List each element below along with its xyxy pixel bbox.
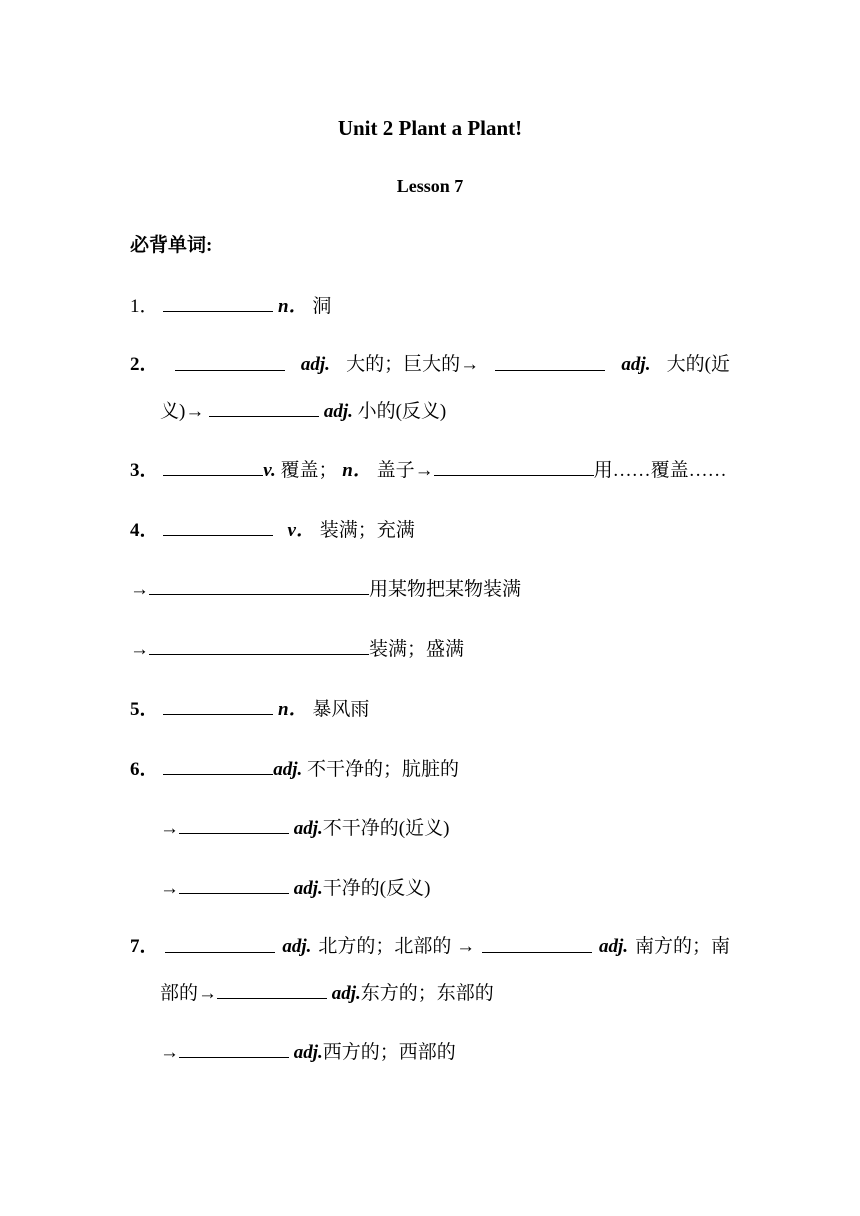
page-title: Unit 2 Plant a Plant!	[337, 116, 523, 140]
meaning: 覆盖；	[280, 460, 338, 481]
part-of-speech: n．	[278, 296, 308, 317]
item-number: 3．	[130, 460, 159, 481]
arrow: →	[130, 639, 149, 660]
answer-blank[interactable]	[495, 352, 605, 371]
lesson-title: Lesson 7	[396, 176, 464, 196]
item-number: 2．	[130, 354, 159, 375]
meaning: 用某物把某物装满	[369, 579, 522, 600]
answer-blank[interactable]	[209, 398, 319, 417]
answer-blank[interactable]	[434, 457, 594, 476]
answer-blank[interactable]	[165, 934, 275, 953]
answer-blank[interactable]	[179, 1039, 289, 1058]
item-number: 7．	[130, 936, 159, 957]
vocab-item-2-cont	[160, 398, 446, 425]
vocab-item-2	[130, 352, 730, 378]
meaning: 洞	[312, 296, 332, 317]
meaning: 盖子→	[376, 460, 434, 481]
vocab-item-7-west	[160, 1039, 456, 1066]
arrow: →	[160, 878, 179, 899]
meaning: 不干净的；肮脏的	[307, 759, 460, 780]
arrow: →	[130, 579, 149, 600]
meaning: 干净的(反义)	[322, 878, 431, 899]
part-of-speech: n．	[342, 460, 372, 481]
meaning: 北方的；北部的 →	[318, 936, 476, 957]
arrow: →	[160, 818, 179, 839]
answer-blank[interactable]	[149, 636, 369, 655]
section-heading: 必背单词:	[130, 235, 213, 256]
answer-blank[interactable]	[179, 815, 289, 834]
meaning: 西方的；西部的	[322, 1042, 456, 1063]
part-of-speech: adj.	[621, 354, 651, 375]
meaning: 装满；充满	[319, 520, 415, 541]
item-number: 5．	[130, 699, 159, 720]
vocab-item-6-antonym	[160, 875, 430, 902]
part-of-speech: adj.	[599, 936, 629, 957]
meaning: 义)→	[160, 401, 205, 422]
part-of-speech: adj.	[300, 354, 330, 375]
part-of-speech: adj.	[293, 878, 323, 899]
answer-blank[interactable]	[163, 756, 273, 775]
meaning: 装满；盛满	[369, 639, 465, 660]
vocab-item-4-derived-1	[130, 576, 521, 603]
answer-blank[interactable]	[179, 875, 289, 894]
meaning: 东方的；东部的	[360, 983, 494, 1004]
part-of-speech: adj.	[331, 983, 361, 1004]
answer-blank[interactable]	[149, 576, 369, 595]
part-of-speech: v．	[287, 520, 315, 541]
vocab-item-6-synonym	[160, 815, 449, 842]
meaning: 大的；巨大的→	[346, 354, 480, 375]
part-of-speech: adj.	[293, 818, 323, 839]
answer-blank[interactable]	[482, 934, 592, 953]
meaning: 部的→	[160, 983, 218, 1004]
meaning: 不干净的(近义)	[322, 818, 450, 839]
vocab-item-6	[130, 756, 459, 783]
vocab-item-3	[130, 457, 727, 484]
part-of-speech: adj.	[282, 936, 312, 957]
vocab-item-5	[130, 696, 369, 723]
vocab-item-4-derived-2	[130, 636, 464, 663]
meaning: 大的(近	[666, 354, 730, 375]
meaning: 小的(反义)	[357, 401, 447, 422]
part-of-speech: n．	[278, 699, 308, 720]
item-number: 4．	[130, 520, 159, 541]
answer-blank[interactable]	[163, 517, 273, 536]
vocab-item-4	[130, 517, 415, 544]
meaning: 暴风雨	[312, 699, 370, 720]
vocab-item-7-cont	[160, 980, 494, 1007]
item-number: 1．	[130, 296, 159, 317]
arrow: →	[160, 1042, 179, 1063]
part-of-speech: adj.	[293, 1042, 323, 1063]
vocab-item-1	[130, 293, 331, 320]
part-of-speech: adj.	[273, 759, 303, 780]
answer-blank[interactable]	[163, 457, 263, 476]
answer-blank[interactable]	[217, 980, 327, 999]
part-of-speech: v.	[263, 460, 276, 481]
item-number: 6．	[130, 759, 159, 780]
meaning: 南方的；南	[634, 936, 730, 957]
answer-blank[interactable]	[175, 352, 285, 371]
answer-blank[interactable]	[163, 293, 273, 312]
answer-blank[interactable]	[163, 696, 273, 715]
vocab-item-7	[130, 934, 730, 960]
meaning: 用……覆盖……	[593, 460, 727, 481]
part-of-speech: adj.	[323, 401, 353, 422]
